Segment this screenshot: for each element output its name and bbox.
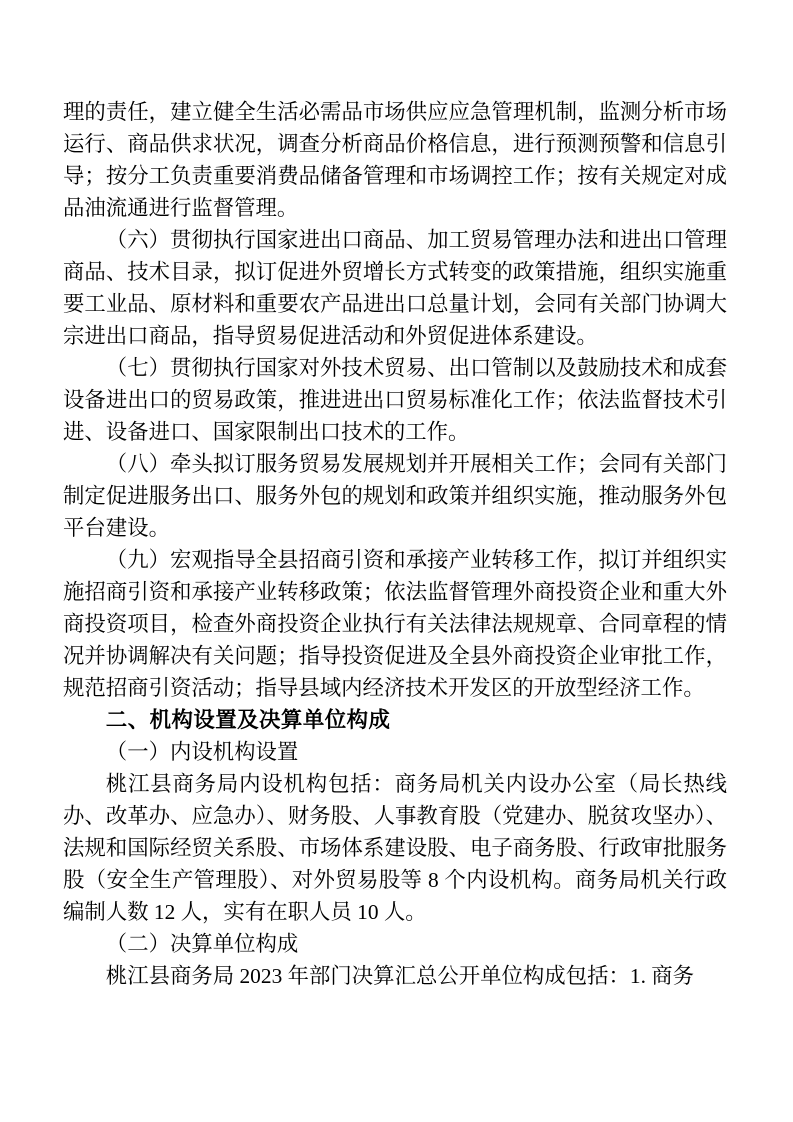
paragraph-duty-item-7: （七）贯彻执行国家对外技术贸易、出口管制以及鼓励技术和成套设备进出口的贸易政策，推进进出口贸易标准化工作；依法监督技术引进、设备进口、国家限制出口技术的工作。 <box>63 356 727 444</box>
subheading-internal-org: （一）内设机构设置 <box>105 740 299 764</box>
paragraph-unit-composition: 桃江县商务局 2023 年部门决算汇总公开单位构成包括：1. 商务 <box>105 964 695 988</box>
paragraph-duty-item-8: （八）牵头拟订服务贸易发展规划并开展相关工作；会同有关部门制定促进服务出口、服务外包的规划和政策并组织实施，推动服务外包平台建设。 <box>63 452 727 540</box>
subheading-unit-composition: （二）决算单位构成 <box>105 932 299 956</box>
section-heading-org-setup: 二、机构设置及决算单位构成 <box>105 708 391 732</box>
paragraph-continued-duties: 理的责任，建立健全生活必需品市场供应应急管理机制，监测分析市场运行、商品供求状况，调查分析商品价格信息，进行预测预警和信息引导；按分工负责重要消费品储备管理和市场调控工作；按有关规定对成品油流通进行监督管理。 <box>63 100 727 220</box>
paragraph-duty-item-9: （九）宏观指导全县招商引资和承接产业转移工作，拟订并组织实施招商引资和承接产业转移政策；依法监督管理外商投资企业和重大外商投资项目，检查外商投资企业执行有关法律法规规章、合同章程的情况并协调解决有关问题；指导投资促进及全县外商投资企业审批工作，规范招商引资活动；指导县域内经济技术开发区的开放型经济工作。 <box>63 548 727 700</box>
paragraph-internal-org-detail: 桃江县商务局内设机构包括：商务局机关内设办公室（局长热线办、改革办、应急办）、财务股、人事教育股（党建办、脱贫攻坚办）、法规和国际经贸关系股、市场体系建设股、电子商务股、行政审批服务股（安全生产管理股）、对外贸易股等 8 个内设机构。商务局机关行政编制人数 12 人，实有在职人员 10 人。 <box>63 772 727 924</box>
paragraph-duty-item-6: （六）贯彻执行国家进出口商品、加工贸易管理办法和进出口管理商品、技术目录，拟订促进外贸增长方式转变的政策措施，组织实施重要工业品、原材料和重要农产品进出口总量计划，会同有关部门协调大宗进出口商品，指导贸易促进活动和外贸促进体系建设。 <box>63 228 727 348</box>
